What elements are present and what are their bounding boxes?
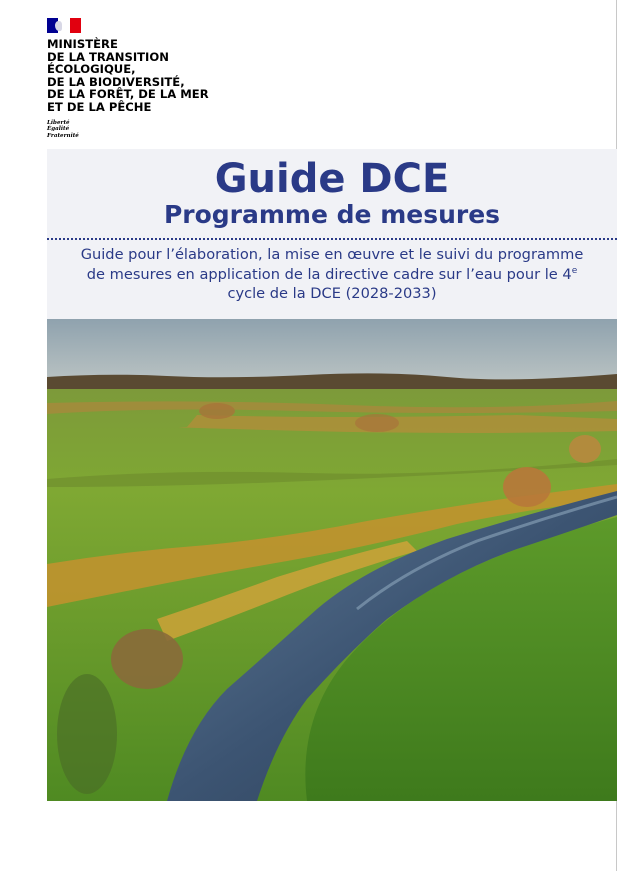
cover-photo-river-meadows xyxy=(47,319,617,801)
republic-motto xyxy=(47,120,209,140)
ministry-line: DE LA TRANSITION xyxy=(47,49,169,64)
ministry-line: ÉCOLOGIQUE, xyxy=(47,62,136,77)
motto-fraternite: Fraternité xyxy=(47,132,79,139)
ministry-line: DE LA BIODIVERSITÉ, xyxy=(47,74,185,89)
motto-egalite: Égalité xyxy=(47,126,70,133)
description-line: cycle de la DCE (2028-2033) xyxy=(227,285,437,302)
ministry-logo xyxy=(47,18,209,139)
marianne-flag-icon xyxy=(47,18,81,33)
document-title: Guide DCE xyxy=(214,156,450,202)
description-line: Guide pour l’élaboration, la mise en œuvre et le suivi du programme xyxy=(80,246,584,263)
superscript-e: e xyxy=(571,265,578,276)
ministry-line: MINISTÈRE xyxy=(47,37,118,51)
document-subtitle: Programme de mesures xyxy=(163,200,501,229)
description-line: de mesures en application de la directive cadre sur l’eau pour le 4 xyxy=(86,265,572,283)
motto-liberte: Liberté xyxy=(47,119,70,126)
document-description xyxy=(47,245,617,304)
ministry-line: DE LA FORÊT, DE LA MER xyxy=(47,87,209,102)
dotted-divider xyxy=(47,238,617,240)
title-band xyxy=(47,149,617,319)
ministry-line: ET DE LA PÊCHE xyxy=(47,99,152,114)
ministry-name xyxy=(47,38,209,114)
